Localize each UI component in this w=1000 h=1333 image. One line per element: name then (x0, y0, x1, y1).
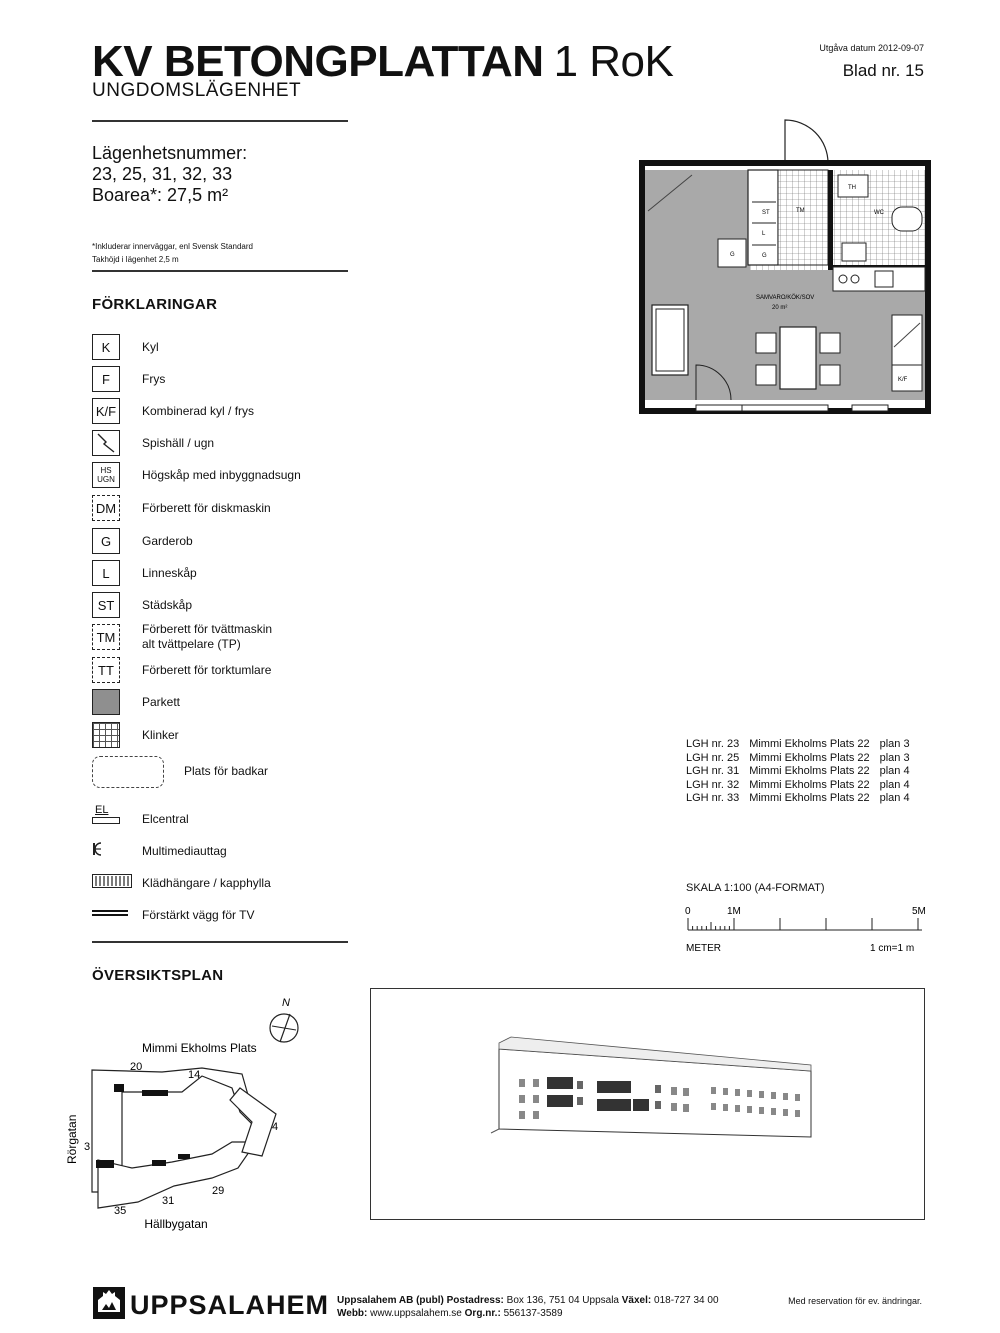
apartment-numbers: 23, 25, 31, 32, 33 (92, 164, 233, 184)
web-address[interactable]: www.uppsalahem.se (370, 1308, 462, 1319)
sheet-number: Blad nr. 15 (842, 61, 924, 80)
apartment-floor: plan 3 (879, 751, 910, 764)
table-row (686, 779, 920, 793)
house-number: 20 (130, 1061, 143, 1073)
legend-item (92, 804, 352, 834)
legend-symbol: TT (92, 657, 120, 683)
north-label: N (282, 997, 290, 1009)
electrical-panel-icon (92, 804, 122, 832)
building-elevation-frame (370, 988, 925, 1220)
apartment-floor: plan 4 (879, 792, 910, 805)
postal-label: Postadress: (446, 1295, 504, 1306)
scale-unit: METER (686, 943, 721, 954)
legend-symbol: K/F (92, 398, 120, 424)
footnote (92, 240, 253, 266)
legend-item (92, 687, 352, 717)
company-info (337, 1294, 719, 1320)
table-row (686, 752, 920, 766)
house-number: 29 (212, 1185, 225, 1197)
legend-label: Klädhängare / kapphylla (142, 876, 271, 890)
apartment-floor: plan 3 (879, 738, 910, 750)
apartment-number-label: Lägenhetsnummer: (92, 143, 248, 163)
house-number: 14 (188, 1069, 201, 1081)
org-label: Org.nr.: (464, 1308, 501, 1319)
scale-tick-0: 0 (685, 906, 691, 917)
page-title (92, 37, 674, 86)
house-number: 4 (272, 1121, 279, 1133)
legend-label: Linneskåp (142, 566, 197, 580)
apartment-id: LGH nr. 31 (686, 765, 740, 778)
apartment-info (92, 143, 247, 206)
company-line-2 (337, 1307, 719, 1320)
uppsalahem-logo-icon (92, 1286, 126, 1325)
label-g2: G (730, 252, 735, 258)
legend-symbol: G (92, 528, 120, 554)
legend-item (92, 900, 352, 930)
legend-item (92, 868, 352, 898)
legend-symbol: L (92, 560, 120, 586)
legend-symbol: HS UGN (92, 462, 120, 488)
house-number: 3 (84, 1141, 91, 1153)
apartment-address: Mimmi Ekholms Plats 22 (749, 738, 870, 750)
apartment-id: LGH nr. 25 (686, 751, 740, 764)
apartment-id: LGH nr. 32 (686, 778, 740, 791)
title-bold: KV BETONGPLATTAN (92, 37, 544, 86)
klinker-swatch (92, 722, 120, 748)
legend-item (92, 558, 352, 588)
legend-item (92, 836, 352, 866)
house-number: 35 (114, 1205, 127, 1217)
label-wc: WC (874, 210, 884, 216)
apartment-id: LGH nr. 23 (686, 738, 740, 750)
label-tm: TM (796, 208, 805, 214)
footnote-line-1: *Inkluderar innerväggar, enl Svensk Standard (92, 242, 253, 251)
logo-text: UPPSALAHEM (130, 1290, 330, 1320)
legend-label: Parkett (142, 695, 181, 709)
legend-label: Plats för badkar (184, 764, 269, 778)
apartment-area: Boarea*: 27,5 m² (92, 185, 229, 205)
street-left: Rörgatan (65, 1114, 79, 1164)
page-subtitle: UNGDOMSLÄGENHET (92, 80, 302, 101)
company-line-1 (337, 1294, 719, 1307)
apartment-address: Mimmi Ekholms Plats 22 (749, 778, 870, 791)
divider (92, 120, 348, 122)
bathtub-icon (92, 756, 164, 788)
legend-item (92, 428, 352, 458)
legend-label-line-2: alt tvättpelare (TP) (142, 637, 241, 651)
legend-label: Kombinerad kyl / frys (142, 404, 255, 418)
legend-label: Frys (142, 372, 166, 386)
legend-label: Städskåp (142, 598, 193, 612)
legend-item (92, 526, 352, 556)
legend-item (92, 460, 352, 490)
divider (92, 270, 348, 272)
apartment-list (686, 738, 920, 806)
scale-tick-1: 1M (727, 906, 741, 917)
legend-label: Garderob (142, 534, 193, 548)
legend-label-line-1: Förberett för tvättmaskin (142, 622, 273, 636)
company-name: Uppsalahem AB (publ) (337, 1295, 444, 1306)
legend-symbol: F (92, 366, 120, 392)
label-l: L (762, 231, 766, 237)
site-plan (62, 992, 332, 1242)
parkett-swatch (92, 689, 120, 715)
scale-tick-5: 5M (912, 906, 926, 917)
legend-label (142, 622, 272, 652)
scale-ratio: 1 cm=1 m (870, 943, 915, 954)
legend-symbol: K (92, 334, 120, 360)
legend-item (92, 493, 352, 523)
street-bottom: Hällbygatan (144, 1217, 208, 1231)
label-g: G (762, 253, 767, 259)
legend-label: Högskåp med inbyggnadsugn (142, 468, 301, 482)
legend-label: Kyl (142, 340, 159, 354)
legend-item (92, 364, 352, 394)
title-light: 1 RoK (553, 37, 674, 86)
divider (92, 941, 348, 943)
legend-item (92, 590, 352, 620)
phone-number: 018-727 34 00 (654, 1295, 719, 1306)
table-row (686, 765, 920, 779)
coat-rack-icon (92, 874, 132, 893)
multimedia-outlet-icon (92, 840, 110, 863)
table-row (686, 738, 920, 752)
label-st: ST (762, 210, 770, 216)
legend-label: Förberett för torktumlare (142, 663, 272, 677)
label-kf: K/F (898, 377, 908, 383)
web-label: Webb: (337, 1308, 368, 1319)
phone-label: Växel: (621, 1295, 652, 1306)
house-number: 31 (162, 1195, 175, 1207)
scale-bar (684, 902, 934, 963)
reservation-note: Med reservation för ev. ändringar. (788, 1296, 922, 1306)
label-th: TH (848, 185, 856, 191)
legend-symbol: TM (92, 624, 120, 650)
legend-item (92, 720, 352, 750)
legend-symbol: EL (95, 804, 109, 816)
legend-label: Spishäll / ugn (142, 436, 215, 450)
legend-symbol: DM (92, 495, 120, 521)
table-row (686, 792, 920, 806)
room-area: 20 m² (772, 305, 788, 311)
legend-item (92, 332, 352, 362)
street-top: Mimmi Ekholms Plats (142, 1041, 257, 1055)
tv-wall-icon (92, 910, 128, 916)
org-number: 556137-3589 (503, 1308, 563, 1319)
apartment-address: Mimmi Ekholms Plats 22 (749, 792, 870, 805)
apartment-floor: plan 4 (879, 765, 910, 778)
overview-heading: ÖVERSIKTSPLAN (92, 967, 224, 984)
legend-item (92, 622, 352, 652)
legend-label: Elcentral (142, 812, 189, 826)
stove-icon (92, 430, 120, 456)
legend-symbol: ST (92, 592, 120, 618)
floor-plan (630, 115, 935, 420)
scale-label: SKALA 1:100 (A4-FORMAT) (686, 882, 825, 894)
building-elevation-image (371, 989, 924, 1219)
legend-item (92, 655, 352, 685)
legend-label: Förberett för diskmaskin (142, 501, 271, 515)
apartment-address: Mimmi Ekholms Plats 22 (749, 765, 870, 778)
legend-label: Multimediauttag (142, 844, 227, 858)
room-name: SAMVARO/KÖK/SOV (756, 295, 815, 301)
legend-heading: FÖRKLARINGAR (92, 296, 218, 313)
issue-date: Utgåva datum 2012-09-07 (819, 43, 924, 53)
postal-address: Box 136, 751 04 Uppsala (506, 1295, 619, 1306)
legend-item (92, 396, 352, 426)
apartment-id: LGH nr. 33 (686, 792, 740, 805)
apartment-floor: plan 4 (879, 778, 910, 791)
legend-label: Klinker (142, 728, 179, 742)
legend-label: Förstärkt vägg för TV (142, 908, 255, 922)
apartment-address: Mimmi Ekholms Plats 22 (749, 751, 870, 764)
legend-item (92, 756, 352, 786)
footnote-line-2: Takhöjd i lägenhet 2,5 m (92, 255, 179, 264)
